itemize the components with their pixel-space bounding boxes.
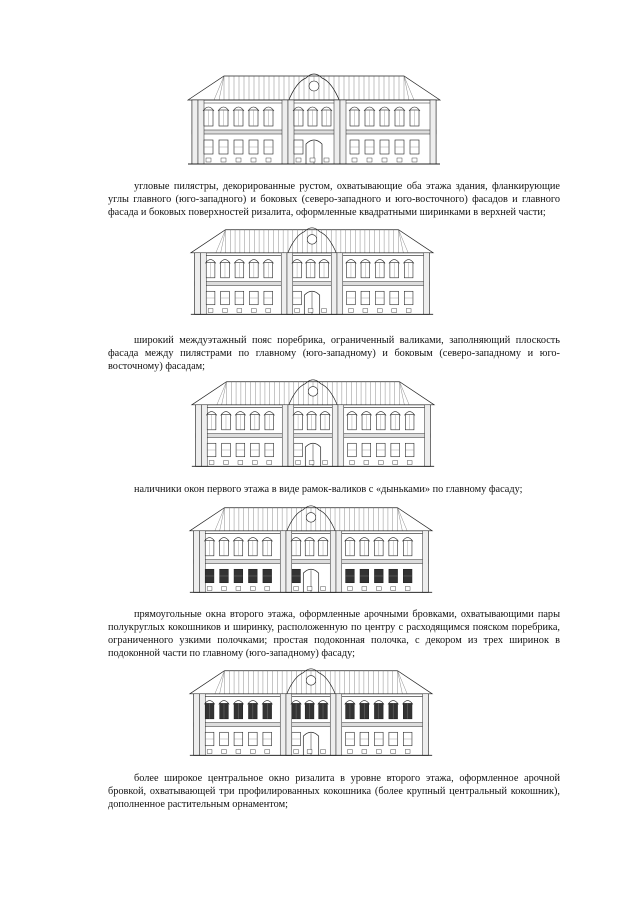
- basement-vent: [321, 750, 326, 754]
- basement-vent: [236, 587, 241, 591]
- basement-vent: [405, 587, 410, 591]
- facade-elevation-svg: [184, 68, 444, 174]
- basement-vent: [296, 461, 301, 465]
- basement-vent: [236, 158, 241, 162]
- basement-vent: [222, 750, 227, 754]
- basement-vent: [294, 587, 299, 591]
- basement-vent: [307, 587, 312, 591]
- pilaster: [200, 253, 206, 315]
- basement-vent: [207, 587, 212, 591]
- paragraph-2-text: широкий междуэтажный пояс поребрика, ограниченный валиками, заполняющий плоскость фасада между пилястрами по главному (юго-западному) и боковым (северо-западному и юго-восточному) фасадам;: [108, 335, 560, 372]
- pilaster: [424, 253, 430, 315]
- basement-vent: [392, 309, 397, 313]
- facade-drawing-3: [0, 373, 640, 479]
- gable-ornament: [306, 676, 316, 686]
- roof-seam: [398, 671, 403, 694]
- pilaster: [430, 100, 436, 164]
- facade-drawing-2: [0, 218, 640, 330]
- pilaster: [199, 694, 205, 756]
- pilaster: [340, 100, 346, 164]
- pilaster: [331, 253, 337, 315]
- pilaster: [282, 405, 288, 467]
- paragraph-5-text: более широкое центральное окно ризалита в уровне второго этажа, оформленное арочной бровкой, охватывающей три профилированных кокошника (более крупный центральный кокошник), дополненное растительным орнаментом;: [108, 773, 560, 810]
- roof-seam: [220, 508, 225, 531]
- roof-seam: [398, 508, 403, 531]
- basement-vent: [378, 461, 383, 465]
- basement-vent: [206, 158, 211, 162]
- facade-drawing-5: [0, 662, 640, 768]
- basement-vent: [238, 461, 243, 465]
- roof-seam: [219, 76, 224, 100]
- pilaster: [196, 405, 202, 467]
- basement-vent: [250, 587, 255, 591]
- basement-vent: [294, 750, 299, 754]
- basement-vent: [266, 309, 271, 313]
- basement-vent: [310, 158, 315, 162]
- paragraph-2: [108, 334, 560, 373]
- pilaster: [195, 253, 201, 315]
- pilaster: [288, 405, 294, 467]
- basement-vent: [309, 461, 314, 465]
- gable-ornament: [307, 235, 317, 245]
- basement-vent: [376, 587, 381, 591]
- basement-vent: [382, 158, 387, 162]
- roof-seam: [404, 76, 409, 100]
- pilaster: [192, 100, 198, 164]
- roof-seam: [220, 671, 225, 694]
- basement-vent: [237, 309, 242, 313]
- basement-vent: [308, 309, 313, 313]
- paragraph-1: [108, 180, 560, 219]
- paragraph-3: [108, 483, 560, 496]
- roof-seam: [400, 382, 405, 405]
- paragraph-3-text: наличники окон первого этажа в виде рамок-валиков с «дыньками» по главному фасаду;: [134, 484, 523, 495]
- pilaster: [423, 531, 429, 593]
- basement-vent: [393, 461, 398, 465]
- facade-elevation-svg: [186, 662, 436, 766]
- pilaster: [194, 531, 200, 593]
- pilaster: [334, 100, 340, 164]
- pilaster: [287, 253, 293, 315]
- belt-course: [196, 434, 431, 438]
- belt-course: [192, 130, 436, 134]
- pilaster: [336, 694, 342, 756]
- pilaster: [337, 253, 343, 315]
- basement-vent: [348, 750, 353, 754]
- facade-elevation-svg: [187, 218, 437, 328]
- belt-course: [194, 723, 429, 727]
- basement-vent: [307, 750, 312, 754]
- pilaster: [281, 253, 287, 315]
- basement-vent: [377, 309, 382, 313]
- paragraph-4: [108, 608, 560, 660]
- pilaster: [332, 405, 338, 467]
- basement-vent: [397, 158, 402, 162]
- basement-vent: [221, 158, 226, 162]
- roof-seam: [399, 230, 404, 253]
- basement-vent: [265, 587, 270, 591]
- basement-vent: [223, 309, 228, 313]
- basement-vent: [267, 461, 272, 465]
- basement-vent: [412, 158, 417, 162]
- pilaster: [425, 405, 431, 467]
- pilaster: [330, 694, 336, 756]
- basement-vent: [222, 587, 227, 591]
- basement-vent: [391, 750, 396, 754]
- pilaster: [280, 694, 286, 756]
- pilaster: [330, 531, 336, 593]
- basement-vent: [265, 750, 270, 754]
- basement-vent: [251, 158, 256, 162]
- basement-vent: [295, 309, 300, 313]
- facade-elevation-svg: [186, 500, 436, 602]
- pilaster: [286, 531, 292, 593]
- belt-course: [195, 282, 430, 286]
- basement-vent: [364, 461, 369, 465]
- basement-vent: [362, 750, 367, 754]
- paragraph-4-text: прямоугольные окна второго этажа, оформленные арочными бровками, охватывающими пары полукруглых кокошников и ширинку, расположенную по центру с расходящимся пояском поребрика, ограниченного узкими полочками; простая подоконная полочка, с декором из трех ширинок в подоконной части по главному (юго-западному) фасаду;: [108, 609, 560, 659]
- basement-vent: [352, 158, 357, 162]
- pilaster: [423, 694, 429, 756]
- basement-vent: [266, 158, 271, 162]
- basement-vent: [321, 587, 326, 591]
- basement-vent: [367, 158, 372, 162]
- basement-vent: [349, 309, 354, 313]
- basement-vent: [363, 309, 368, 313]
- facade-drawing-4: [0, 500, 640, 604]
- basement-vent: [376, 750, 381, 754]
- pilaster: [338, 405, 344, 467]
- pilaster: [198, 100, 204, 164]
- belt-course: [194, 560, 429, 564]
- pilaster: [194, 694, 200, 756]
- pilaster: [282, 100, 288, 164]
- basement-vent: [209, 461, 214, 465]
- basement-vent: [208, 309, 213, 313]
- pilaster: [201, 405, 207, 467]
- basement-vent: [324, 158, 329, 162]
- basement-vent: [406, 309, 411, 313]
- facade-elevation-svg: [188, 373, 438, 477]
- roof-seam: [221, 230, 226, 253]
- basement-vent: [251, 309, 256, 313]
- basement-vent: [391, 587, 396, 591]
- pilaster: [199, 531, 205, 593]
- gable-ornament: [306, 513, 316, 523]
- pilaster: [286, 694, 292, 756]
- pilaster: [288, 100, 294, 164]
- basement-vent: [350, 461, 355, 465]
- roof-seam: [222, 382, 227, 405]
- gable-ornament: [309, 81, 319, 91]
- gable-ornament: [308, 387, 318, 397]
- basement-vent: [323, 461, 328, 465]
- basement-vent: [362, 587, 367, 591]
- basement-vent: [348, 587, 353, 591]
- paragraph-5: [108, 772, 560, 811]
- facade-drawing-1: [0, 68, 640, 176]
- basement-vent: [296, 158, 301, 162]
- basement-vent: [252, 461, 257, 465]
- paragraph-1-text: угловые пилястры, декорированные рустом, охватывающие оба этажа здания, фланкирующие углы главного (юго-западного) и боковых (северо-западного и юго-восточного) фасадов и главного фасада и боковых поверхностей ризалита, оформленные квадратными ширинками в верхней части;: [108, 181, 560, 218]
- basement-vent: [236, 750, 241, 754]
- basement-vent: [407, 461, 412, 465]
- basement-vent: [322, 309, 327, 313]
- pilaster: [336, 531, 342, 593]
- basement-vent: [405, 750, 410, 754]
- pilaster: [280, 531, 286, 593]
- basement-vent: [250, 750, 255, 754]
- basement-vent: [207, 750, 212, 754]
- basement-vent: [224, 461, 229, 465]
